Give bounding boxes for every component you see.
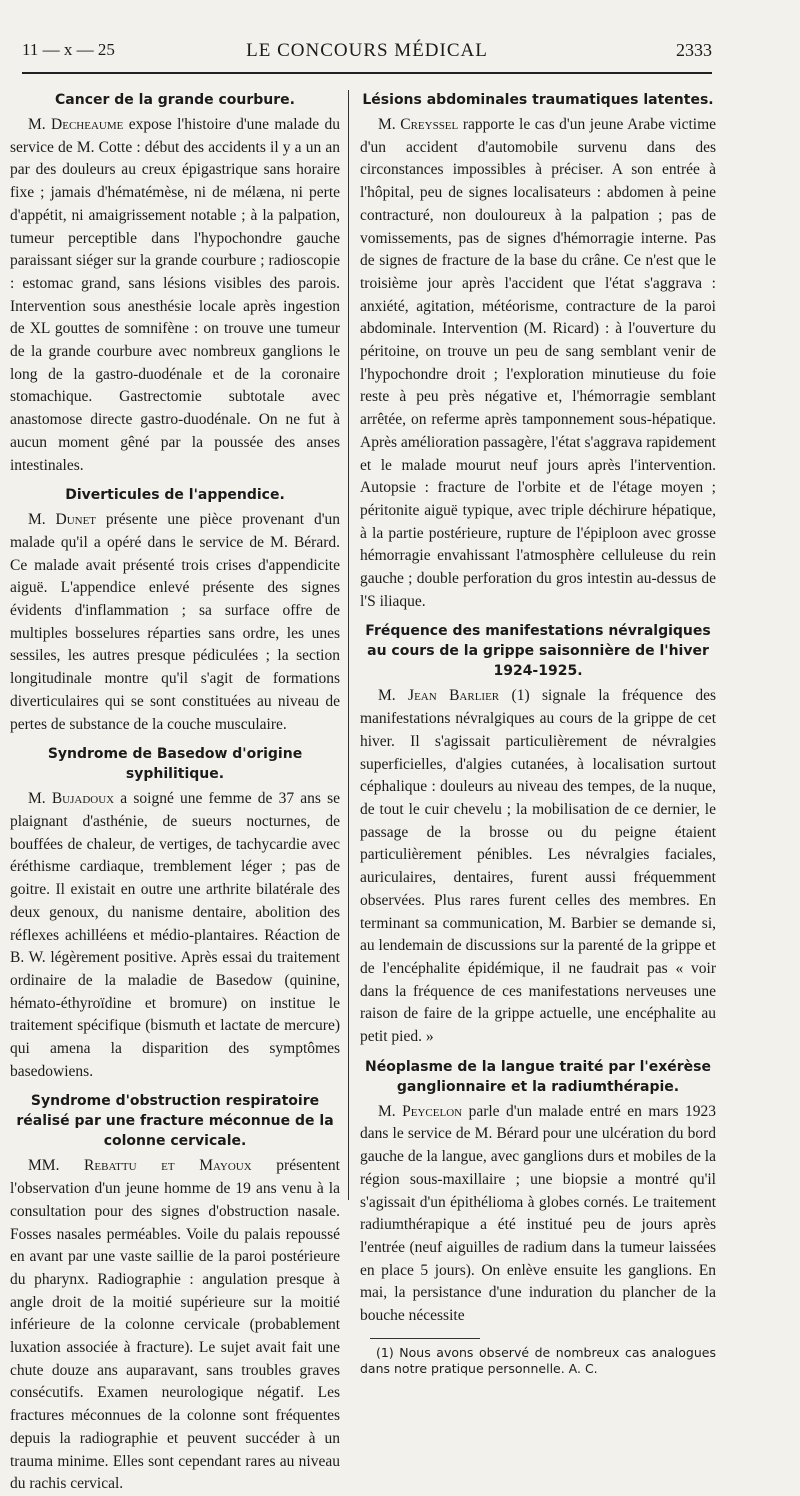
section-title: Cancer de la grande courbure. (55, 92, 295, 108)
author-name: MM. Rebattu et Mayoux (28, 1157, 252, 1175)
section-paragraph (360, 685, 716, 1048)
page-number: 2333 (676, 40, 712, 60)
paragraph-text: (1) signale la fréquence des manifestations névralgiques au cours de la grippe de cet hiver. Il s'agissait particulièrement de névralgies superficielles, d'algies cutanées, à localisation surtout céphalique : douleurs au niveau des tempes, de la nuque, de tout le cuir chevelu ; la mobilisation de ce dernier, le passage de la brosse ou du peigne étaient particulièrement pénibles. Les névralgies faciales, auriculaires, dentaires, furent aussi fréquemment observées. Plus rares furent celles des membres. En terminant sa communication, M. Barbier se demande si, au lendemain de discussions sur la parenté de la grippe et de l'encéphalite épidémique, il ne faudrait pas « voir dans la fréquence de ces manifestations nerveuses une raison de faire de la grippe actuelle, une encéphalite au petit pied. » (360, 687, 716, 1046)
author-name: M. Bujadoux (28, 790, 115, 808)
section-title: Diverticules de l'appendice. (65, 487, 285, 504)
footnote-rule (370, 1338, 480, 1339)
paragraph-text: présente une pièce provenant d'un malade qu'il a opéré dans le service de M. Bérard. Ce malade avait présenté trois crises d'appendicite aiguë. L'appendice enlevé présente des signes évidents d'inflammation ; sa surface offre de multiples bosselures réparties sans ordre, les unes sessiles, les autres presque pédiculées ; la section longitudinale montre qu'il s'agit de formations diverticulaires qui se sont constituées au niveau de pertes de substance de la couche musculaire. (10, 511, 340, 733)
paragraph-text: rapporte le cas d'un jeune Arabe victime d'un accident d'automobile survenu dans des circonstances impossibles à préciser. A son entrée à l'hôpital, peu de signes localisateurs : abdomen à peine contracturé, non douloureux à la palpation ; pas de vomissements, pas de signes d'hémorragie interne. Pas de signes de fracture de la base du crâne. Ce n'est que le troisième jour après l'accident que l'état s'aggrava : anxiété, agitation, météorisme, contracture de la paroi abdominale. Intervention (M. Ricard) : à l'ouverture du péritoine, on trouve un peu de sang semblant venir de l'hypochondre droit ; l'exploration minutieuse du foie reste à peu près négative et, l'hémorragie semblant arrêtée, on referme après tamponnement sous-hépatique. Après amélioration passagère, l'état s'aggrava rapidement et le malade mourut neuf jours après l'intervention. Autopsie : fracture de l'orbite et de l'étage moyen ; péritonite aiguë typique, avec triple déchirure hépatique, à la partie postérieure, rupture de l'épiploon avec grosse hémorragie envahissant l'atmosphère celluleuse du rein gauche ; double perforation du gros intestin au-dessus de l'S iliaque. (360, 116, 717, 610)
right-column (360, 82, 717, 1376)
paragraph-text: expose l'histoire d'une malade du service de M. Cotte : début des accidents il y a un an par des douleurs au creux épigastrique sans horaire fixe ; jamais d'hématémèse, ni de mélæna, ni perte d'appétit, ni amaigrissement notable ; à la palpation, tumeur perceptible dans l'hypochondre gauche paraissant siéger sur la grande courbure ; radioscopie : estomac grand, sans lésions visibles des parois. Intervention sous anesthésie locale après ingestion de XL gouttes de somnifène : on trouve une tumeur de la grande courbure avec nombreux ganglions le long de la gastro-duodénale et de la coronaire stomachique. Gastrectomie subtotale avec anastomose directe gastro-duodénale. On ne fut à aucun moment gêné par la poussée des anses intestinales. (10, 116, 340, 474)
section-paragraph (10, 1155, 340, 1496)
left-column (10, 82, 340, 1493)
paragraph-text: a soigné une femme de 37 ans se plaignant d'asthénie, de sueurs nocturnes, de bouffées de chaleur, de vertiges, de tachycardie avec éréthisme cardiaque, tremblement léger ; pas de goitre. Il existait en outre une arthrite bilatérale des deux genoux, du nanisme dentaire, abolition des réflexes achilléens et médio-plantaires. Réaction de B. W. légèrement positive. Après essai du traitement ordinaire de la maladie de Basedow (quinine, hémato-éthyroïdine et bromure) on institue le traitement spécifique (bismuth et lactate de mercure) qui amena la disparition des symptômes basedowiens. (10, 790, 340, 1080)
section-title: Lésions abdominales traumatiques latentes. (362, 92, 714, 108)
author-name: M. Dunet (28, 511, 97, 529)
page-header (22, 38, 712, 74)
section-paragraph (10, 114, 340, 477)
section-title: Fréquence des manifestations névralgiques au cours de la grippe saisonnière de l'hiver 1924-1925. (365, 623, 711, 680)
paragraph-text: présentent l'observation d'un jeune homme de 19 ans venu à la consultation pour des signes d'obstruction nasale. Fosses nasales perméables. Voile du palais repoussé en avant par une vaste saillie de la paroi postérieure du pharynx. Radiographie : angulation presque à angle droit de la moitié supérieure sur la moitié inférieure de la colonne cervicale (probablement luxation associée à fracture). Le sujet avait fait une chute douze ans auparavant, sans troubles graves consécutifs. Examen neurologique négatif. Les fractures méconnues de la colonne sont fréquentes depuis la radiographie et peuvent succéder à un trauma minime. Elles sont cependant rares au niveau du rachis cervical. (10, 1157, 340, 1493)
section-paragraph (10, 509, 340, 736)
footnote: (1) Nous avons observé de nombreux cas analogues dans notre pratique personnelle. A. C. (360, 1344, 716, 1376)
author-name: M. Peycelon (378, 1102, 463, 1120)
paragraph-text: parle d'un malade entré en mars 1923 dans le service de M. Bérard pour une ulcération du bord gauche de la langue, avec ganglions durs et mobiles de la région sous-maxillaire ; une biopsie a montré qu'il s'agissait d'un épithélioma à globes cornés. Le traitement radiumthérapique a été institué peu de jours après l'entrée (neuf aiguilles de radium dans la tumeur laissées en place 5 jours). On enlève ensuite les ganglions. En mai, la persistance d'une induration du plancher de la bouche nécessite (360, 1102, 716, 1325)
section-paragraph (360, 1101, 716, 1328)
author-name: M. Jean Barlier (378, 687, 500, 705)
journal-title: LE CONCOURS MÉDICAL (246, 40, 488, 61)
section-title: Néoplasme de la langue traité par l'exérèse ganglionnaire et la radiumthérapie. (365, 1058, 711, 1095)
section-title: Syndrome d'obstruction respiratoire réalisé par une fracture méconnue de la colonne cervicale. (16, 1093, 334, 1150)
author-name: M. Decheaume (28, 116, 124, 133)
section-paragraph (360, 114, 716, 613)
issue-date: 11 — x — 25 (22, 40, 115, 59)
section-title: Syndrome de Basedow d'origine syphilitique. (47, 746, 303, 783)
section-paragraph (10, 788, 340, 1083)
column-divider (348, 90, 349, 1200)
author-name: M. Creyssel (378, 116, 459, 133)
